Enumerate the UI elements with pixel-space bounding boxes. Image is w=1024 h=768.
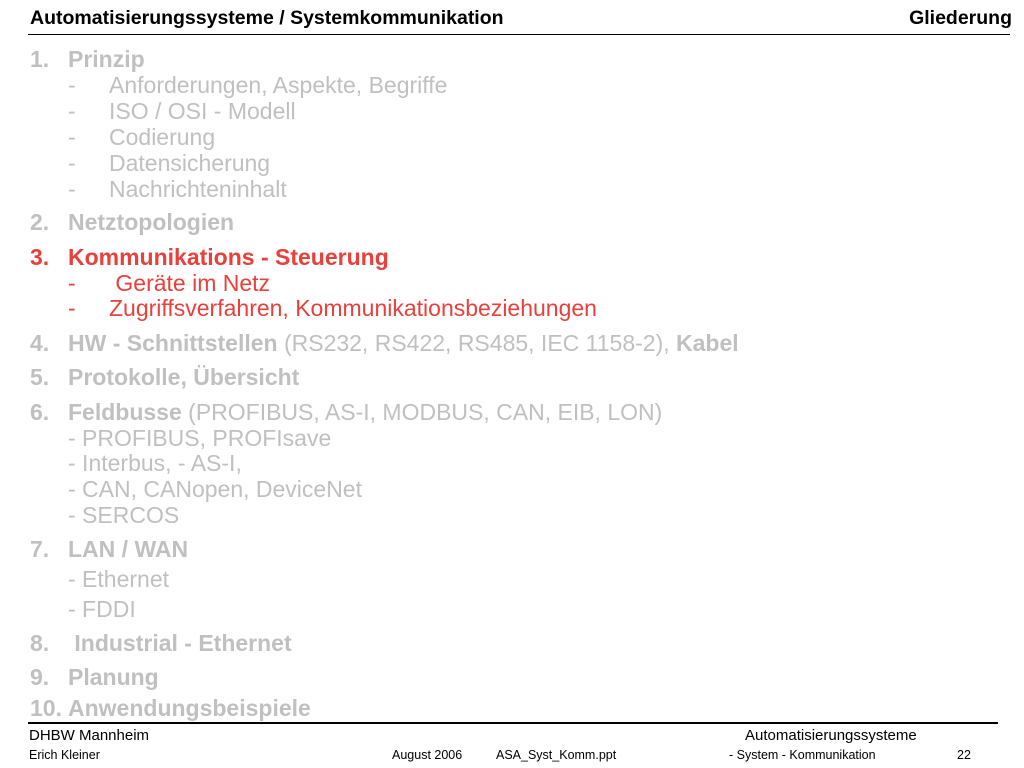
item-number: 3. [30,244,50,270]
item-title: LAN / WAN [68,536,189,562]
subitem-zugriffsverfahren: - Zugriffsverfahren, Kommunikationsbeziehungen [68,295,597,321]
page-number: 22 [957,748,971,762]
item-title: HW - Schnittstellen [68,330,278,356]
footer-file: ASA_Syst_Komm.ppt [496,748,617,762]
item-title: Prinzip [68,46,145,72]
subitem-datensicherung: - Datensicherung [68,150,271,176]
item-title: Industrial - Ethernet [68,630,292,656]
footer-author: Erich Kleiner [29,748,100,762]
item-number: 6. [30,399,50,425]
item-title: Netztopologien [68,209,235,235]
item-number: 9. [30,664,50,690]
feldbus-line: - PROFIBUS, PROFIsave [68,425,332,451]
subitem-nachrichteninhalt: - Nachrichteninhalt [68,176,287,202]
outline-item-anwendungsbeispiele [30,694,311,722]
lan-line: - Ethernet [68,566,169,592]
item-number: 2. [30,209,50,235]
item-number: 8. [30,630,50,656]
subitem-geraete: - Geräte im Netz [68,270,271,296]
section-label: Gliederung [909,7,1012,29]
feldbus-line: - CAN, CANopen, DeviceNet [68,476,362,502]
item-number: 10. [30,695,62,721]
item-number: 7. [30,536,50,562]
header-divider [28,34,1010,35]
feldbus-line: - SERCOS [68,502,180,528]
item-number: 5. [30,364,50,390]
item-detail: (PROFIBUS, AS-I, MODBUS, CAN, EIB, LON) [181,399,663,425]
outline-item-lan-wan [30,535,188,563]
footer-course: Automatisierungssysteme [745,727,917,744]
outline-item-prinzip [30,45,145,73]
outline-item-feldbusse [30,398,662,426]
subitem-codierung: - Codierung [68,124,216,150]
item-title: Feldbusse [68,399,182,425]
item-title: Anwendungsbeispiele [68,695,311,721]
outline-item-kommunikations-steuerung [30,243,389,271]
item-number: 1. [30,46,50,72]
subitem-anforderungen: - Anforderungen, Aspekte, Begriffe [68,72,448,98]
item-title: Protokolle, Übersicht [68,364,300,390]
subitem-iso-osi: - ISO / OSI - Modell [68,98,296,124]
footer-date: August 2006 [392,748,463,762]
footer-org: DHBW Mannheim [29,727,150,744]
slide-title: Automatisierungssysteme / Systemkommunikation [30,7,504,29]
item-number: 4. [30,330,50,356]
item-title: Kommunikations - Steuerung [68,244,389,270]
feldbus-line: - Interbus, - AS-I, [68,450,242,476]
outline-item-netztopologien [30,208,234,236]
outline-item-planung [30,663,159,691]
item-title: Planung [68,664,159,690]
outline-item-protokolle [30,363,299,391]
outline-item-industrial-ethernet [30,629,292,657]
item-detail: (RS232, RS422, RS485, IEC 1158-2), [277,330,677,356]
footer-subtitle: - System - Kommunikation [729,748,876,762]
footer-divider [28,722,998,724]
item-extra: Kabel [676,330,739,356]
outline-item-hw-schnittstellen [30,329,739,357]
lan-line: - FDDI [68,596,136,622]
